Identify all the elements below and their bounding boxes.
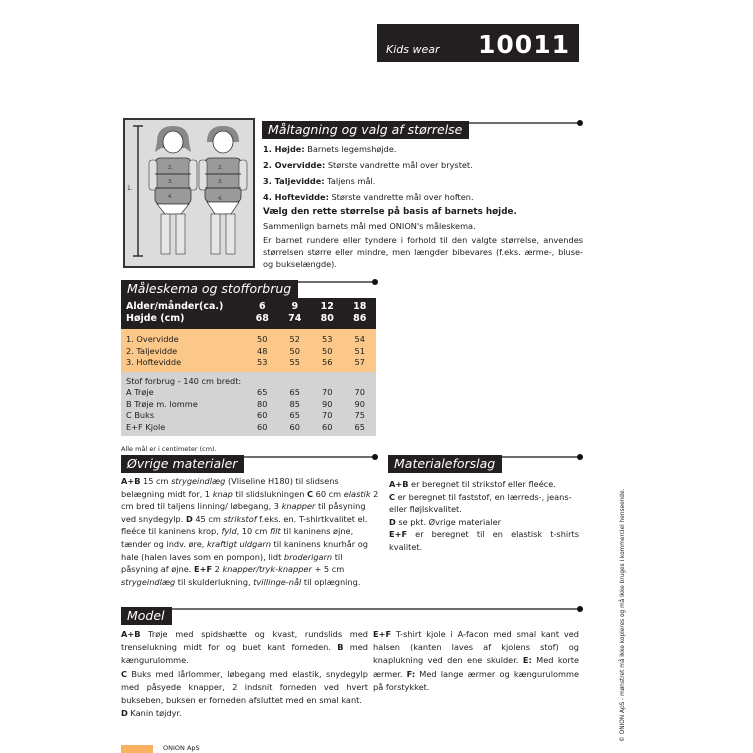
section-rule-dot (577, 606, 583, 612)
model-item: D Kanin tøjdyr. (121, 708, 182, 719)
choose-size-heading: Vælg den rette størrelse på basis af barnets højde. (263, 207, 517, 217)
measuring-instructions (263, 141, 583, 270)
other-materials-fragment: knapper/tryk-knapper (222, 564, 312, 575)
company-name: ONION ApS (163, 744, 200, 752)
other-materials-fragment: C (307, 488, 314, 499)
other-materials-fragment: strikstof (223, 513, 257, 524)
illus-label-4b: 4. (218, 196, 223, 202)
children-figures-icon (125, 120, 253, 266)
category-label: Kids wear (386, 43, 440, 56)
other-materials-fragment: til påsyning af øjne. (121, 551, 343, 575)
table-row: E+F Kjole 60 60 60 65 (126, 421, 365, 432)
section-rule-dot (372, 279, 378, 285)
suggestion-item: D se pkt. Øvrige materialer (389, 516, 502, 527)
table-row: B Trøje m. lomme 80 85 90 90 (126, 398, 365, 409)
brand-color-swatch (121, 745, 153, 753)
table-row: 2. Taljevidde 48 50 50 51 (126, 345, 365, 356)
girl-figure (149, 126, 197, 254)
other-materials-fragment: (Vliseline H180) til slidsens belægning midt for, 1 (121, 476, 339, 499)
section-rule-dot (577, 120, 583, 126)
other-materials-fragment: 15 cm (140, 476, 172, 486)
measure-item: 3. Taljevidde: Taljens mål. (263, 176, 376, 186)
illus-label-3: 3. (168, 179, 173, 185)
other-materials-fragment: 45 cm (192, 513, 224, 524)
table-row: Højde (cm) 68 74 80 86 (126, 313, 367, 324)
suggestion-item: C er beregnet til faststof, en lærreds-, jeans- eller fløjlskvalitet. (389, 491, 572, 515)
table-row: Alder/månder(ca.) 6 9 12 18 (126, 301, 367, 312)
other-materials-fragment: til kaninens øjne, tænder og indv. øre, (121, 526, 354, 549)
other-materials-fragment: til oplægning. (301, 576, 361, 587)
suggestion-item: A+B er beregnet til strikstof eller fleéce. (389, 479, 556, 489)
illus-label-4: 4. (168, 194, 173, 200)
other-materials-fragment: elastik (343, 488, 371, 499)
measure-item: 4. Hoftevidde: Største vandrette mål over hoften. (263, 192, 474, 202)
fabric-block (121, 372, 376, 437)
other-materials-fragment: strygeindlæg (171, 476, 226, 486)
table-row: A Trøje 65 65 70 70 (126, 387, 365, 397)
section-rule-dot (577, 454, 583, 460)
measure-item: 2. Overvidde: Største vandrette mål over brystet. (263, 160, 473, 170)
other-materials-fragment: til skulderlukning, (175, 576, 254, 587)
other-materials-fragment: D (185, 513, 193, 524)
other-materials-fragment: E+F (194, 564, 213, 575)
illus-label-3b: 3. (218, 179, 223, 185)
other-materials-fragment: kraftigt uldgarn (206, 538, 271, 549)
measurement-illustration (123, 118, 255, 268)
section-title-size-chart: Måleskema og stofforbrug (121, 280, 298, 298)
advice-text: Er barnet rundere eller tyndere i forhold til den valgte størrelse, anvendes størrelsen større eller mindre, men længder bibevares (f.eks. ærme-, bluse- og bukselængde). (263, 235, 583, 269)
other-materials-fragment: knap (212, 488, 233, 499)
compare-text: Sammenlign barnets mål med ONION's måleskema. (263, 221, 476, 231)
other-materials-fragment: 60 cm (313, 488, 344, 499)
other-materials-fragment: strygeindlæg (121, 576, 176, 587)
other-materials-fragment: A+B (121, 476, 141, 486)
material-suggestions-text (389, 478, 579, 554)
other-materials-fragment: til kaninens knurhår og hale (halen laves som en pompon), lidt (121, 538, 368, 562)
section-rule (121, 608, 580, 610)
other-materials-fragment: , 10 cm (236, 526, 270, 537)
table-row: 3. Hoftevidde 53 55 56 57 (126, 357, 365, 367)
model-item: A+B Trøje med spidshætte og kvast, rundslids med trenselukning midt for og buet kant forneden. B med kængurulomme. (121, 629, 368, 666)
boy-figure (199, 126, 247, 254)
copyright-notice: © ONION ApS - mønstret må ikke kopieres og må ikke bruges i kommerciel henseende. (620, 488, 626, 742)
other-materials-fragment: f.eks. en. T-shirtkvalitet el. fleéce til kaninens krop, (121, 513, 368, 537)
table-row: 1. Overvidde 50 52 53 54 (126, 334, 365, 344)
other-materials-text (121, 475, 379, 588)
other-materials-fragment: broderigarn (283, 551, 333, 562)
other-materials-fragment: til slidslukningen (232, 488, 308, 499)
section-title-other-materials: Øvrige materialer (121, 455, 244, 473)
measurements-block (121, 329, 376, 372)
other-materials-fragment: 2 cm bred til taljens linning/ løbegang, 3 (121, 488, 379, 512)
size-chart-table (121, 298, 376, 436)
section-title-measuring: Måltagning og valg af størrelse (262, 121, 469, 139)
other-materials-fragment: knapper (281, 501, 316, 512)
other-materials-fragment: tvillinge-nål (253, 576, 302, 587)
other-materials-fragment: til påsyning ved snydegylp. (121, 501, 366, 524)
table-row: C Buks 60 65 70 75 (126, 410, 365, 420)
illus-label-2: 2. (168, 165, 173, 171)
illus-label-2b: 2. (218, 165, 223, 171)
fabric-title: Stof forbrug - 140 cm bredt: (126, 375, 242, 386)
pattern-badge (377, 24, 579, 62)
measure-item: 1. Højde: Barnets legemshøjde. (263, 144, 397, 154)
model-text-right: E+F T-shirt kjole i A-facon med smal kant ved halsen (kanten laves af kjolens stof) og knaplukning ved den ene skulder. E: Med korte ærmer. F: Med lange ærmer og kængurulomme på forstykket. (373, 629, 580, 692)
section-title-model: Model (121, 607, 172, 625)
model-item: C Buks med lårlommer, løbegang med elastik, snydegylp med påsyede knapper, 2 indsnit forneden ved hvert bukseben, buksen er forneden afsluttet med en smal kant. (121, 668, 368, 706)
other-materials-fragment: filt (269, 526, 281, 537)
table-note: Alle mål er i centimeter (cm). (121, 445, 217, 453)
table-header (121, 298, 376, 329)
other-materials-fragment: fyld (221, 526, 237, 537)
pattern-number: 10011 (478, 30, 570, 59)
other-materials-fragment: 2 (212, 564, 223, 575)
other-materials-fragment: + 5 cm (311, 564, 345, 575)
illus-label-1: 1. (127, 185, 133, 192)
section-title-material-suggestions: Materialeforslag (388, 455, 502, 473)
suggestion-item: E+F er beregnet til en elastisk t-shirts kvalitet. (389, 529, 579, 552)
model-text-left (121, 628, 368, 720)
section-rule-dot (372, 454, 378, 460)
